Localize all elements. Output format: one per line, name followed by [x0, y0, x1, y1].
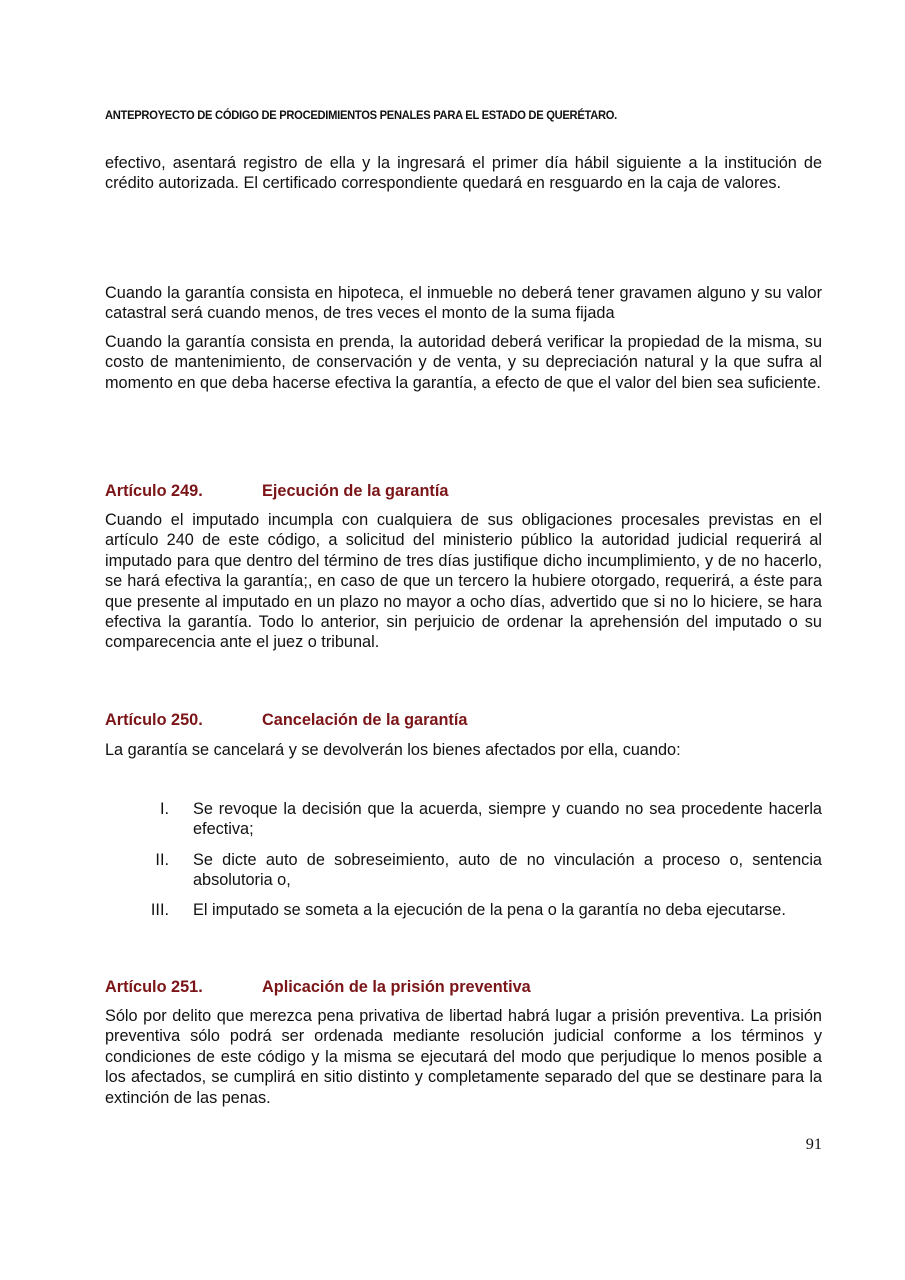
- list-text: El imputado se someta a la ejecución de la pena o la garantía no deba ejecutarse.: [193, 901, 786, 919]
- paragraph-pledge-guarantee: Cuando la garantía consista en prenda, la autoridad deberá verificar la propiedad de la misma, su costo de mantenimiento, de conservación y de venta, y su depreciación natural y la que sufra al momento en que deba hacerse efectiva la garantía, a efecto de que el valor del bien sea suficiente.: [105, 333, 822, 392]
- article-250-heading: [105, 711, 822, 730]
- article-250-title: Cancelación de la garantía: [262, 711, 468, 729]
- list-numeral: III.: [150, 901, 169, 919]
- list-text: Se dicte auto de sobreseimiento, auto de no vinculación a proceso o, sentencia absolutoria o,: [193, 851, 822, 890]
- article-251-title: Aplicación de la prisión preventiva: [262, 978, 531, 996]
- list-numeral: I.: [159, 800, 169, 818]
- article-250-number: Artículo 250.: [105, 711, 203, 729]
- article-251-number: Artículo 251.: [105, 978, 203, 996]
- article-249-title: Ejecución de la garantía: [262, 482, 449, 500]
- page-number: 91: [805, 1134, 822, 1153]
- paragraph-mortgage-guarantee: Cuando la garantía consista en hipoteca, el inmueble no deberá tener gravamen alguno y su valor catastral será cuando menos, de tres veces el monto de la suma fijada: [105, 284, 822, 323]
- article-250-body: La garantía se cancelará y se devolverán los bienes afectados por ella, cuando:: [105, 741, 681, 759]
- running-header: ANTEPROYECTO DE CÓDIGO DE PROCEDIMIENTOS PENALES PARA EL ESTADO DE QUERÉTARO.: [105, 108, 617, 122]
- article-249-heading: [105, 482, 822, 501]
- list-text: Se revoque la decisión que la acuerda, siempre y cuando no sea procedente hacerla efectiva;: [193, 800, 822, 839]
- article-251-heading: [105, 978, 822, 997]
- article-249-number: Artículo 249.: [105, 482, 203, 500]
- article-251-body: Sólo por delito que merezca pena privativa de libertad habrá lugar a prisión preventiva. La prisión preventiva sólo podrá ser ordenada mediante resolución judicial conforme a los términos y condiciones de este código y la misma se ejecutará del modo que perjudique lo menos posible a los afectados, se cumplirá en sitio distinto y completamente separado del que se destinare para la extinción de las penas.: [105, 1007, 822, 1107]
- list-numeral: II.: [155, 851, 169, 869]
- document-page: [105, 0, 822, 1280]
- paragraph-deposit-continuation: efectivo, asentará registro de ella y la ingresará el primer día hábil siguiente a la institución de crédito autorizada. El certificado correspondiente quedará en resguardo en la caja de valores.: [105, 154, 822, 193]
- article-249-body: Cuando el imputado incumpla con cualquiera de sus obligaciones procesales previstas en el artículo 240 de este código, a solicitud del ministerio público la autoridad judicial requerirá al imputado para que dentro del término de tres días justifique dicho incumplimiento, y de no hacerlo, se hará efectiva la garantía;, en caso de que un tercero la hubiere otorgado, requerirá, a éste para que presente al imputado en un plazo no mayor a ocho días, advertido que si no lo hiciere, se hara efectiva la garantía. Todo lo anterior, sin perjuicio de ordenar la aprehensión del imputado o su comparecencia ante el juez o tribunal.: [105, 511, 822, 652]
